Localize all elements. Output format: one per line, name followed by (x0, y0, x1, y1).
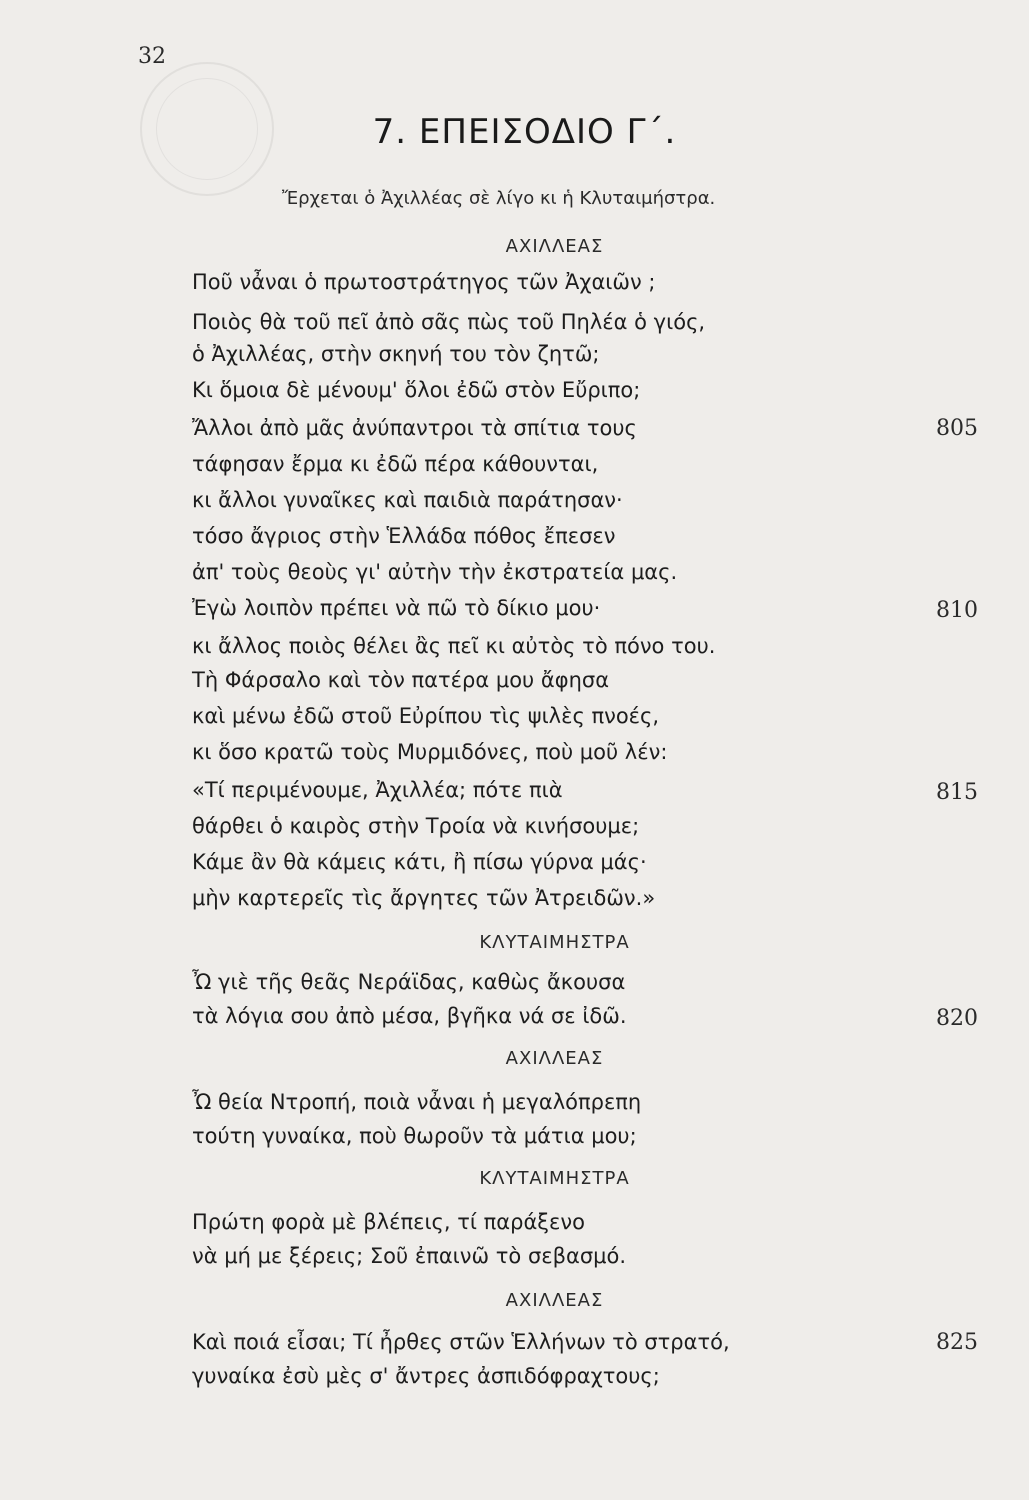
line-number: 805 (936, 416, 978, 441)
verse-line: Ὦ γιὲ τῆς θεᾶς Νεράϊδας, καθὼς ἄκουσα (192, 970, 626, 994)
verse-line: Ἄλλοι ἀπὸ μᾶς ἀνύπαντροι τὰ σπίτια τους (192, 416, 637, 440)
speaker-label: ΑΧΙΛΛΕΑΣ (505, 1290, 604, 1311)
speaker-label: ΑΧΙΛΛΕΑΣ (505, 1048, 604, 1069)
verse-line: Καὶ ποιά εἶσαι; Τί ἦρθες στῶν Ἑλλήνων τὸ στρατό, (192, 1330, 730, 1354)
verse-line: Ἐγὼ λοιπὸν πρέπει νὰ πῶ τὸ δίκιο μου· (192, 596, 601, 620)
verse-line: Πρώτη φορὰ μὲ βλέπεις, τί παράξενο (192, 1210, 585, 1234)
verse-line: ὁ Ἀχιλλέας, στὴν σκηνή του τὸν ζητῶ; (192, 342, 600, 366)
verse-line: νὰ μή με ξέρεις; Σοῦ ἐπαινῶ τὸ σεβασμό. (192, 1244, 627, 1268)
verse-line: κι ὅσο κρατῶ τοὺς Μυρμιδόνες, ποὺ μοῦ λέν: (192, 740, 668, 764)
verse-line: τόσο ἄγριος στὴν Ἑλλάδα πόθος ἔπεσεν (192, 524, 616, 548)
verse-line: κι ἄλλος ποιὸς θέλει ἂς πεῖ κι αὐτὸς τὸ πόνο του. (192, 634, 716, 658)
line-number: 815 (936, 780, 978, 805)
verse-line: Τὴ Φάρσαλο καὶ τὸν πατέρα μου ἄφησα (192, 668, 610, 692)
verse-line: Ποιὸς θὰ τοῦ πεῖ ἀπὸ σᾶς πὼς τοῦ Πηλέα ὁ γιός, (192, 310, 706, 334)
verse-line: τούτη γυναίκα, ποὺ θωροῦν τὰ μάτια μου; (192, 1124, 637, 1148)
verse-line: ἀπ' τοὺς θεοὺς γι' αὐτὴν τὴν ἐκστρατεία μας. (192, 560, 678, 584)
verse-line: κι ἄλλοι γυναῖκες καὶ παιδιὰ παράτησαν· (192, 488, 623, 512)
verse-line: τὰ λόγια σου ἀπὸ μέσα, βγῆκα νά σε ἰδῶ. (192, 1004, 627, 1028)
line-number: 820 (936, 1006, 978, 1031)
verse-line: γυναίκα ἐσὺ μὲς σ' ἄντρες ἀσπιδόφραχτους; (192, 1364, 660, 1388)
stage-direction: Ἔρχεται ὁ Ἀχιλλέας σὲ λίγο κι ἡ Κλυταιμήστρα. (282, 188, 716, 209)
verse-line: Κάμε ἂν θὰ κάμεις κάτι, ἢ πίσω γύρνα μάς· (192, 850, 647, 874)
verse-line: καὶ μένω ἐδῶ στοῦ Εὐρίπου τὶς ψιλὲς πνοές, (192, 704, 660, 728)
episode-heading: 7. ΕΠΕΙΣΟΔΙΟ Γ΄. (372, 112, 677, 152)
verse-line: θάρθει ὁ καιρὸς στὴν Τροία νὰ κινήσουμε; (192, 814, 640, 838)
verse-line: τάφησαν ἔρμα κι ἐδῶ πέρα κάθουνται, (192, 452, 599, 476)
verse-line: Ὦ θεία Ντροπή, ποιὰ νἆναι ἡ μεγαλόπρεπη (192, 1090, 642, 1114)
verse-line: μὴν καρτερεῖς τὶς ἄργητες τῶν Ἀτρειδῶν.» (192, 886, 656, 910)
line-number: 825 (936, 1330, 978, 1355)
verse-line: «Τί περιμένουμε, Ἀχιλλέα; πότε πιὰ (192, 778, 563, 802)
speaker-label: ΚΛΥΤΑΙΜΗΣΤΡΑ (479, 1168, 630, 1189)
speaker-label: ΚΛΥΤΑΙΜΗΣΤΡΑ (479, 932, 630, 953)
verse-line: Ποῦ νἆναι ὁ πρωτοστράτηγος τῶν Ἀχαιῶν ; (192, 270, 656, 294)
page-number: 32 (138, 44, 166, 69)
verse-line: Κι ὅμοια δὲ μένουμ' ὅλοι ἐδῶ στὸν Εὔριπο; (192, 378, 641, 402)
line-number: 810 (936, 598, 978, 623)
speaker-label: ΑΧΙΛΛΕΑΣ (505, 236, 604, 257)
